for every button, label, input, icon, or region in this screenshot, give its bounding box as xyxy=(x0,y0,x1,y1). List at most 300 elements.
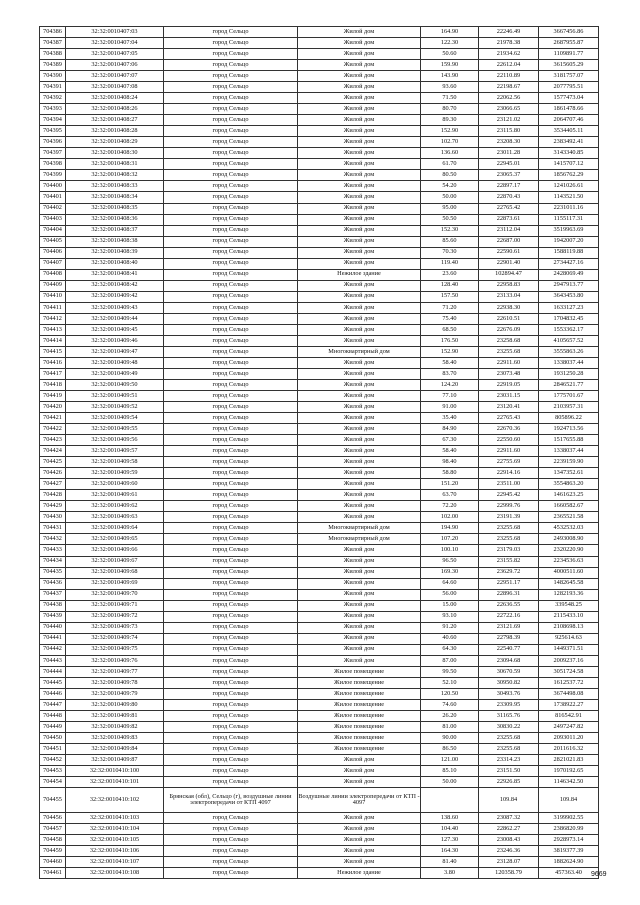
address-cell: город Сельцо xyxy=(164,446,298,457)
area-cell: 152.30 xyxy=(421,225,479,236)
object-type-cell: Жилой дом xyxy=(298,435,421,446)
unit-value-cell: 22612.04 xyxy=(479,60,539,71)
cadastral-number-cell: 32:32:0010410:102 xyxy=(66,788,164,813)
object-type-cell: Жилой дом xyxy=(298,38,421,49)
unit-value-cell: 22798.39 xyxy=(479,633,539,644)
object-type-cell: Жилой дом xyxy=(298,413,421,424)
unit-value-cell: 22540.77 xyxy=(479,644,539,655)
cadastral-value-cell: 3615605.29 xyxy=(539,60,599,71)
area-cell: 138.60 xyxy=(421,813,479,824)
cadastral-value-cell: 1347352.61 xyxy=(539,468,599,479)
object-type-cell: Жилой дом xyxy=(298,137,421,148)
cadastral-value-cell: 109.84 xyxy=(539,788,599,813)
area-cell: 50.00 xyxy=(421,777,479,788)
cadastral-value-cell: 2428069.49 xyxy=(539,269,599,280)
area-cell: 104.40 xyxy=(421,824,479,835)
cadastral-value-cell: 2064707.46 xyxy=(539,115,599,126)
cadastral-number-cell: 32:32:0010408:37 xyxy=(66,225,164,236)
row-number-cell: 704409 xyxy=(40,280,66,291)
table-row xyxy=(40,813,599,824)
cadastral-number-cell: 32:32:0010409:57 xyxy=(66,446,164,457)
object-type-cell: Жилой дом xyxy=(298,824,421,835)
unit-value-cell: 22958.83 xyxy=(479,280,539,291)
cadastral-number-cell: 32:32:0010409:69 xyxy=(66,578,164,589)
cadastral-number-cell: 32:32:0010409:75 xyxy=(66,644,164,655)
object-type-cell: Жилой дом xyxy=(298,766,421,777)
table-row xyxy=(40,666,599,677)
address-cell: город Сельцо xyxy=(164,324,298,335)
cadastral-value-cell: 1856762.29 xyxy=(539,170,599,181)
row-number-cell: 704422 xyxy=(40,424,66,435)
unit-value-cell: 22897.17 xyxy=(479,181,539,192)
object-type-cell: Жилое помещение xyxy=(298,677,421,688)
cadastral-value-cell: 1241026.61 xyxy=(539,181,599,192)
table-row xyxy=(40,137,599,148)
row-number-cell: 704415 xyxy=(40,346,66,357)
object-type-cell: Жилой дом xyxy=(298,302,421,313)
area-cell: 176.50 xyxy=(421,335,479,346)
unit-value-cell: 22676.09 xyxy=(479,324,539,335)
row-number-cell: 704403 xyxy=(40,214,66,225)
row-number-cell: 704433 xyxy=(40,545,66,556)
unit-value-cell: 22911.60 xyxy=(479,446,539,457)
cadastral-value-cell: 1553362.17 xyxy=(539,324,599,335)
object-type-cell: Жилой дом xyxy=(298,115,421,126)
row-number-cell: 704389 xyxy=(40,60,66,71)
object-type-cell: Жилой дом xyxy=(298,655,421,666)
cadastral-number-cell: 32:32:0010407:03 xyxy=(66,27,164,38)
address-cell: город Сельцо xyxy=(164,655,298,666)
address-cell: город Сельцо xyxy=(164,93,298,104)
cadastral-number-cell: 32:32:0010409:63 xyxy=(66,512,164,523)
object-type-cell: Жилой дом xyxy=(298,324,421,335)
table-row xyxy=(40,269,599,280)
area-cell: 93.10 xyxy=(421,611,479,622)
row-number-cell: 704437 xyxy=(40,589,66,600)
object-type-cell: Жилой дом xyxy=(298,71,421,82)
address-cell: город Сельцо xyxy=(164,214,298,225)
address-cell: город Сельцо xyxy=(164,346,298,357)
cadastral-value-cell: 2011616.32 xyxy=(539,744,599,755)
cadastral-number-cell: 32:32:0010409:76 xyxy=(66,655,164,666)
unit-value-cell: 22765.42 xyxy=(479,203,539,214)
object-type-cell: Жилое помещение xyxy=(298,710,421,721)
unit-value-cell: 22999.76 xyxy=(479,501,539,512)
table-row xyxy=(40,346,599,357)
cadastral-value-cell: 1942007.20 xyxy=(539,236,599,247)
address-cell: город Сельцо xyxy=(164,501,298,512)
cadastral-number-cell: 32:32:0010409:68 xyxy=(66,567,164,578)
page-number: 9669 xyxy=(591,871,607,878)
table-row xyxy=(40,545,599,556)
area-cell: 74.60 xyxy=(421,699,479,710)
row-number-cell: 704443 xyxy=(40,655,66,666)
address-cell: город Сельцо xyxy=(164,424,298,435)
area-cell: 77.10 xyxy=(421,391,479,402)
address-cell: город Сельцо xyxy=(164,236,298,247)
area-cell: 72.20 xyxy=(421,501,479,512)
unit-value-cell: 23191.39 xyxy=(479,512,539,523)
address-cell: город Сельцо xyxy=(164,269,298,280)
table-row xyxy=(40,777,599,788)
table-row xyxy=(40,324,599,335)
table-row xyxy=(40,313,599,324)
cadastral-value-cell: 1143521.50 xyxy=(539,192,599,203)
table-row xyxy=(40,435,599,446)
object-type-cell: Жилое помещение xyxy=(298,688,421,699)
object-type-cell: Жилой дом xyxy=(298,181,421,192)
cadastral-value-cell: 3519963.69 xyxy=(539,225,599,236)
table-row xyxy=(40,225,599,236)
cadastral-number-cell: 32:32:0010408:32 xyxy=(66,170,164,181)
cadastral-number-cell: 32:32:0010408:31 xyxy=(66,159,164,170)
unit-value-cell: 23208.30 xyxy=(479,137,539,148)
cadastral-value-cell: 2234536.63 xyxy=(539,556,599,567)
row-number-cell: 704461 xyxy=(40,868,66,879)
cadastral-value-cell: 2239159.90 xyxy=(539,457,599,468)
table-row xyxy=(40,181,599,192)
cadastral-value-cell: 4000511.60 xyxy=(539,567,599,578)
address-cell: город Сельцо xyxy=(164,159,298,170)
cadastral-number-cell: 32:32:0010409:44 xyxy=(66,313,164,324)
address-cell: город Сельцо xyxy=(164,600,298,611)
cadastral-number-cell: 32:32:0010407:06 xyxy=(66,60,164,71)
address-cell: город Сельцо xyxy=(164,868,298,879)
row-number-cell: 704431 xyxy=(40,523,66,534)
table-row xyxy=(40,258,599,269)
area-cell: 169.30 xyxy=(421,567,479,578)
unit-value-cell: 22670.36 xyxy=(479,424,539,435)
cadastral-value-cell: 1449371.51 xyxy=(539,644,599,655)
area-cell: 119.40 xyxy=(421,258,479,269)
area-cell: 50.00 xyxy=(421,192,479,203)
cadastral-value-cell: 1577473.04 xyxy=(539,93,599,104)
area-cell: 40.60 xyxy=(421,633,479,644)
cadastral-number-cell: 32:32:0010409:47 xyxy=(66,346,164,357)
cadastral-value-cell: 1861478.66 xyxy=(539,104,599,115)
row-number-cell: 704438 xyxy=(40,600,66,611)
object-type-cell: Жилое помещение xyxy=(298,666,421,677)
cadastral-value-cell: 3554863.20 xyxy=(539,479,599,490)
address-cell: город Сельцо xyxy=(164,181,298,192)
cadastral-value-cell: 3199902.55 xyxy=(539,813,599,824)
table-row xyxy=(40,159,599,170)
object-type-cell: Жилой дом xyxy=(298,313,421,324)
row-number-cell: 704405 xyxy=(40,236,66,247)
area-cell: 89.30 xyxy=(421,115,479,126)
cadastral-number-cell: 32:32:0010408:33 xyxy=(66,181,164,192)
table-row xyxy=(40,203,599,214)
cadastral-value-cell: 1738922.27 xyxy=(539,699,599,710)
cadastral-number-cell: 32:32:0010410:107 xyxy=(66,857,164,868)
address-cell: город Сельцо xyxy=(164,71,298,82)
table-row xyxy=(40,534,599,545)
unit-value-cell: 21934.62 xyxy=(479,49,539,60)
area-cell: 68.50 xyxy=(421,324,479,335)
cadastral-value-cell: 2365521.58 xyxy=(539,512,599,523)
area-cell: 143.90 xyxy=(421,71,479,82)
area-cell: 35.40 xyxy=(421,413,479,424)
cadastral-value-cell: 2093011.20 xyxy=(539,733,599,744)
cadastral-number-cell: 32:32:0010408:36 xyxy=(66,214,164,225)
table-row xyxy=(40,523,599,534)
object-type-cell: Жилой дом xyxy=(298,755,421,766)
cadastral-value-cell: 2009237.16 xyxy=(539,655,599,666)
row-number-cell: 704408 xyxy=(40,269,66,280)
cadastral-number-cell: 32:32:0010409:60 xyxy=(66,479,164,490)
table-row xyxy=(40,424,599,435)
table-row xyxy=(40,755,599,766)
object-type-cell: Жилой дом xyxy=(298,611,421,622)
table-row xyxy=(40,857,599,868)
table-row xyxy=(40,60,599,71)
address-cell: город Сельцо xyxy=(164,567,298,578)
cadastral-number-cell: 32:32:0010408:42 xyxy=(66,280,164,291)
cadastral-value-cell: 1775701.67 xyxy=(539,391,599,402)
table-row xyxy=(40,868,599,879)
row-number-cell: 704445 xyxy=(40,677,66,688)
area-cell: 159.90 xyxy=(421,60,479,71)
area-cell: 124.20 xyxy=(421,380,479,391)
cadastral-value-cell: 2821021.83 xyxy=(539,755,599,766)
cadastral-value-cell: 3667456.86 xyxy=(539,27,599,38)
area-cell: 58.80 xyxy=(421,468,479,479)
cadastral-value-cell: 1704832.45 xyxy=(539,313,599,324)
cadastral-number-cell: 32:32:0010409:71 xyxy=(66,600,164,611)
object-type-cell: Жилой дом xyxy=(298,501,421,512)
table-row xyxy=(40,368,599,379)
row-number-cell: 704417 xyxy=(40,368,66,379)
object-type-cell: Жилой дом xyxy=(298,589,421,600)
area-cell xyxy=(421,788,479,813)
unit-value-cell: 22755.69 xyxy=(479,457,539,468)
area-cell: 61.70 xyxy=(421,159,479,170)
unit-value-cell: 31165.76 xyxy=(479,710,539,721)
address-cell: город Сельцо xyxy=(164,744,298,755)
table-row xyxy=(40,446,599,457)
area-cell: 96.50 xyxy=(421,556,479,567)
unit-value-cell: 23255.68 xyxy=(479,733,539,744)
cadastral-value-cell: 339548.25 xyxy=(539,600,599,611)
object-type-cell: Жилой дом xyxy=(298,335,421,346)
area-cell: 93.60 xyxy=(421,82,479,93)
cadastral-number-cell: 32:32:0010409:79 xyxy=(66,688,164,699)
unit-value-cell: 22610.51 xyxy=(479,313,539,324)
unit-value-cell: 22911.60 xyxy=(479,357,539,368)
area-cell: 75.40 xyxy=(421,313,479,324)
object-type-cell: Жилой дом xyxy=(298,468,421,479)
cadastral-value-cell: 3143340.85 xyxy=(539,148,599,159)
unit-value-cell: 22873.61 xyxy=(479,214,539,225)
address-cell: город Сельцо xyxy=(164,380,298,391)
object-type-cell: Нежилое здание xyxy=(298,269,421,280)
table-row xyxy=(40,479,599,490)
row-number-cell: 704425 xyxy=(40,457,66,468)
row-number-cell: 704442 xyxy=(40,644,66,655)
table-row xyxy=(40,556,599,567)
address-cell: город Сельцо xyxy=(164,225,298,236)
area-cell: 50.50 xyxy=(421,214,479,225)
row-number-cell: 704396 xyxy=(40,137,66,148)
unit-value-cell: 21978.38 xyxy=(479,38,539,49)
cadastral-number-cell: 32:32:0010410:104 xyxy=(66,824,164,835)
object-type-cell: Жилой дом xyxy=(298,556,421,567)
object-type-cell: Жилой дом xyxy=(298,192,421,203)
address-cell: город Сельцо xyxy=(164,402,298,413)
table-row xyxy=(40,835,599,846)
cadastral-value-cell: 1338037.44 xyxy=(539,446,599,457)
unit-value-cell: 23087.32 xyxy=(479,813,539,824)
row-number-cell: 704451 xyxy=(40,744,66,755)
row-number-cell: 704391 xyxy=(40,82,66,93)
unit-value-cell: 22926.85 xyxy=(479,777,539,788)
area-cell: 121.00 xyxy=(421,755,479,766)
row-number-cell: 704441 xyxy=(40,633,66,644)
object-type-cell: Жилой дом xyxy=(298,357,421,368)
table-row xyxy=(40,335,599,346)
table-row xyxy=(40,699,599,710)
address-cell: город Сельцо xyxy=(164,203,298,214)
unit-value-cell: 23031.15 xyxy=(479,391,539,402)
unit-value-cell: 22687.00 xyxy=(479,236,539,247)
address-cell: город Сельцо xyxy=(164,413,298,424)
cadastral-value-cell: 816542.91 xyxy=(539,710,599,721)
unit-value-cell: 22550.60 xyxy=(479,435,539,446)
row-number-cell: 704397 xyxy=(40,148,66,159)
cadastral-value-cell: 1612537.72 xyxy=(539,677,599,688)
unit-value-cell: 23246.36 xyxy=(479,846,539,857)
table-row xyxy=(40,280,599,291)
unit-value-cell: 30670.59 xyxy=(479,666,539,677)
table-row xyxy=(40,391,599,402)
row-number-cell: 704418 xyxy=(40,380,66,391)
table-row xyxy=(40,49,599,60)
address-cell: город Сельцо xyxy=(164,534,298,545)
row-number-cell: 704410 xyxy=(40,291,66,302)
unit-value-cell: 23011.28 xyxy=(479,148,539,159)
cadastral-number-cell: 32:32:0010410:105 xyxy=(66,835,164,846)
unit-value-cell: 22198.67 xyxy=(479,82,539,93)
cadastral-value-cell: 2115433.10 xyxy=(539,611,599,622)
row-number-cell: 704429 xyxy=(40,501,66,512)
row-number-cell: 704400 xyxy=(40,181,66,192)
object-type-cell: Жилой дом xyxy=(298,280,421,291)
unit-value-cell: 23511.00 xyxy=(479,479,539,490)
cadastral-number-cell: 32:32:0010409:48 xyxy=(66,357,164,368)
address-cell: город Сельцо xyxy=(164,666,298,677)
cadastral-number-cell: 32:32:0010409:59 xyxy=(66,468,164,479)
unit-value-cell: 23133.04 xyxy=(479,291,539,302)
area-cell: 23.60 xyxy=(421,269,479,280)
address-cell: город Сельцо xyxy=(164,835,298,846)
cadastral-number-cell: 32:32:0010410:100 xyxy=(66,766,164,777)
object-type-cell: Жилой дом xyxy=(298,203,421,214)
area-cell: 136.60 xyxy=(421,148,479,159)
cadastral-value-cell: 1660582.67 xyxy=(539,501,599,512)
address-cell: город Сельцо xyxy=(164,335,298,346)
cadastral-value-cell: 2108698.13 xyxy=(539,622,599,633)
object-type-cell: Жилое помещение xyxy=(298,733,421,744)
row-number-cell: 704412 xyxy=(40,313,66,324)
cadastral-number-cell: 32:32:0010409:54 xyxy=(66,413,164,424)
cadastral-number-cell: 32:32:0010409:45 xyxy=(66,324,164,335)
unit-value-cell: 109.84 xyxy=(479,788,539,813)
row-number-cell: 704450 xyxy=(40,733,66,744)
cadastral-number-cell: 32:32:0010409:65 xyxy=(66,534,164,545)
row-number-cell: 704440 xyxy=(40,622,66,633)
table-row xyxy=(40,115,599,126)
cadastral-value-cell: 1924713.56 xyxy=(539,424,599,435)
object-type-cell: Жилой дом xyxy=(298,236,421,247)
table-row xyxy=(40,567,599,578)
unit-value-cell: 23151.50 xyxy=(479,766,539,777)
object-type-cell: Жилой дом xyxy=(298,391,421,402)
row-number-cell: 704401 xyxy=(40,192,66,203)
cadastral-number-cell: 32:32:0010408:30 xyxy=(66,148,164,159)
area-cell: 100.10 xyxy=(421,545,479,556)
area-cell: 98.40 xyxy=(421,457,479,468)
cadastral-number-cell: 32:32:0010410:101 xyxy=(66,777,164,788)
cadastral-value-cell: 1970192.65 xyxy=(539,766,599,777)
table-row xyxy=(40,93,599,104)
object-type-cell: Жилой дом xyxy=(298,424,421,435)
cadastral-number-cell: 32:32:0010409:55 xyxy=(66,424,164,435)
cadastral-number-cell: 32:32:0010408:34 xyxy=(66,192,164,203)
table-row xyxy=(40,846,599,857)
area-cell: 99.50 xyxy=(421,666,479,677)
table-row xyxy=(40,468,599,479)
area-cell: 58.40 xyxy=(421,446,479,457)
cadastral-value-cell: 2103957.31 xyxy=(539,402,599,413)
area-cell: 63.70 xyxy=(421,490,479,501)
unit-value-cell: 22951.17 xyxy=(479,578,539,589)
area-cell: 127.30 xyxy=(421,835,479,846)
table-row xyxy=(40,302,599,313)
area-cell: 91.00 xyxy=(421,402,479,413)
unit-value-cell: 23066.65 xyxy=(479,104,539,115)
object-type-cell: Многоквартирный дом xyxy=(298,346,421,357)
table-row xyxy=(40,357,599,368)
table-row xyxy=(40,744,599,755)
cadastral-number-cell: 32:32:0010409:87 xyxy=(66,755,164,766)
address-cell: город Сельцо xyxy=(164,846,298,857)
object-type-cell: Жилой дом xyxy=(298,380,421,391)
row-number-cell: 704436 xyxy=(40,578,66,589)
row-number-cell: 704447 xyxy=(40,699,66,710)
cadastral-value-cell: 1882624.90 xyxy=(539,857,599,868)
cadastral-value-cell: 2947913.77 xyxy=(539,280,599,291)
object-type-cell: Жилой дом xyxy=(298,60,421,71)
address-cell: город Сельцо xyxy=(164,589,298,600)
cadastral-number-cell: 32:32:0010408:39 xyxy=(66,247,164,258)
row-number-cell: 704449 xyxy=(40,721,66,732)
address-cell: город Сельцо xyxy=(164,633,298,644)
table-row xyxy=(40,501,599,512)
area-cell: 3.80 xyxy=(421,868,479,879)
table-row xyxy=(40,457,599,468)
address-cell: город Сельцо xyxy=(164,247,298,258)
cadastral-number-cell: 32:32:0010410:103 xyxy=(66,813,164,824)
cadastral-register-table xyxy=(39,26,599,879)
cadastral-value-cell: 1155117.31 xyxy=(539,214,599,225)
row-number-cell: 704455 xyxy=(40,788,66,813)
object-type-cell: Жилой дом xyxy=(298,93,421,104)
cadastral-value-cell: 2497247.82 xyxy=(539,721,599,732)
address-cell: город Сельцо xyxy=(164,710,298,721)
cadastral-number-cell: 32:32:0010409:77 xyxy=(66,666,164,677)
table-row xyxy=(40,600,599,611)
cadastral-value-cell: 1633127.23 xyxy=(539,302,599,313)
